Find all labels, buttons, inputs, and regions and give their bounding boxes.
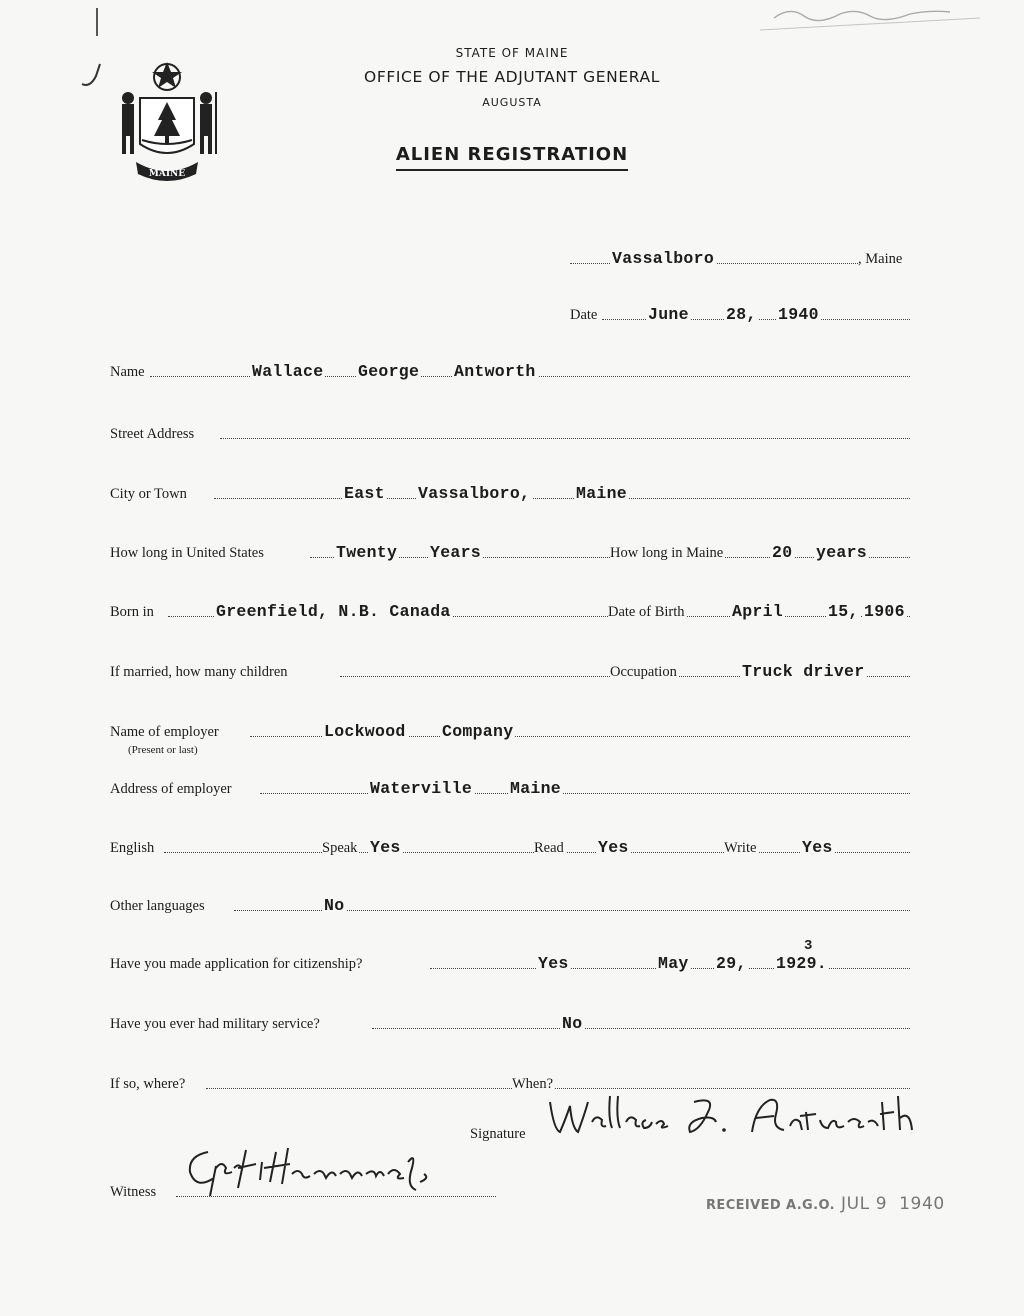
citizenship-row [110, 938, 910, 974]
witness-label: Witness [110, 1184, 157, 1200]
header-city: AUGUSTA [482, 96, 542, 109]
speak-label: Speak [322, 840, 358, 856]
years-us-value-1: Twenty [336, 543, 398, 562]
signature-label: Signature [470, 1126, 526, 1142]
street-row [110, 420, 910, 444]
years-maine-label: How long in Maine [610, 545, 724, 561]
city-value-1: East [344, 484, 385, 503]
dotted-line [260, 793, 910, 794]
born-in-value: Greenfield, N.B. Canada [216, 602, 451, 621]
when-label: When? [512, 1076, 554, 1092]
citizenship-label: Have you made application for citizenship? [110, 956, 363, 972]
write-label: Write [724, 840, 757, 856]
dob-value-1: April [732, 602, 784, 621]
town-row [110, 245, 910, 269]
english-row [110, 834, 910, 858]
children-row [110, 658, 910, 682]
employer-address-value-1: Waterville [370, 779, 473, 798]
occupation-label: Occupation [610, 664, 677, 680]
date-month: June [648, 305, 689, 324]
years-us-value-2: Years [430, 543, 482, 562]
other-languages-value: No [324, 896, 345, 915]
street-label: Street Address [110, 426, 195, 442]
where-label: If so, where? [110, 1076, 186, 1092]
city-label: City or Town [110, 486, 187, 502]
dotted-line [220, 438, 910, 439]
name-label: Name [110, 364, 145, 380]
name-first: Wallace [252, 362, 324, 381]
where-row [110, 1070, 910, 1094]
employer-address-value-2: Maine [510, 779, 562, 798]
city-row [110, 480, 910, 504]
years-maine-value-2: years [816, 543, 868, 562]
dotted-line [206, 1088, 910, 1089]
form-title [0, 144, 1024, 165]
dotted-line [214, 498, 910, 499]
city-value-3: Maine [576, 484, 628, 503]
born-in-label: Born in [110, 604, 154, 620]
date-row [110, 301, 910, 325]
name-row [110, 358, 910, 382]
years-us-label: How long in United States [110, 545, 264, 561]
born-row [110, 598, 910, 622]
military-row [110, 1010, 910, 1034]
dob-value-3: 1906 [864, 602, 905, 621]
citizenship-year-correction: 3 [804, 938, 813, 954]
employer-value-2: Company [442, 722, 514, 741]
military-label: Have you ever had military service? [110, 1016, 320, 1032]
military-value: No [562, 1014, 583, 1033]
employer-row [110, 718, 910, 756]
filing-scribble [760, 0, 990, 34]
write-value: Yes [802, 838, 833, 857]
employer-value-1: Lockwood [324, 722, 406, 741]
english-label: English [110, 840, 155, 856]
read-value: Yes [598, 838, 629, 857]
duration-row [110, 539, 910, 563]
other-languages-row [110, 892, 910, 916]
speak-value: Yes [370, 838, 401, 857]
applicant-signature [544, 1092, 934, 1142]
dob-label: Date of Birth [608, 604, 685, 620]
date-year: 1940 [778, 305, 819, 324]
dotted-line [372, 1028, 910, 1029]
years-maine-value-1: 20 [772, 543, 793, 562]
header-office: OFFICE OF THE ADJUTANT GENERAL [364, 68, 660, 86]
seal-lettering: MAINE [148, 169, 186, 179]
witness-signature [180, 1138, 490, 1198]
employer-sublabel: (Present or last) [128, 744, 198, 756]
other-languages-label: Other languages [110, 898, 205, 914]
form-title-text: ALIEN REGISTRATION [396, 144, 628, 171]
name-middle: George [358, 362, 420, 381]
citizenship-month: May [658, 954, 689, 973]
date-day: 28, [726, 305, 757, 324]
employer-address-row [110, 775, 910, 799]
children-label: If married, how many children [110, 664, 288, 680]
occupation-value: Truck driver [742, 662, 865, 681]
read-label: Read [534, 840, 564, 856]
citizenship-day: 29, [716, 954, 747, 973]
town-suffix: , Maine [858, 251, 903, 267]
dob-value-2: 15, [828, 602, 859, 621]
received-stamp-text: RECEIVED A.G.O. [706, 1198, 835, 1213]
scan-mark [96, 8, 102, 36]
citizenship-year: 1929. [776, 954, 828, 973]
employer-address-label: Address of employer [110, 781, 232, 797]
date-label: Date [570, 307, 598, 323]
header-state: STATE OF MAINE [455, 46, 569, 60]
town-value: Vassalboro [612, 249, 715, 268]
city-value-2: Vassalboro, [418, 484, 531, 503]
received-stamp [706, 1194, 945, 1214]
received-stamp-date: JUL 9 1940 [840, 1194, 945, 1214]
citizenship-answer: Yes [538, 954, 569, 973]
employer-label: Name of employer [110, 724, 219, 740]
name-last: Antworth [454, 362, 536, 381]
